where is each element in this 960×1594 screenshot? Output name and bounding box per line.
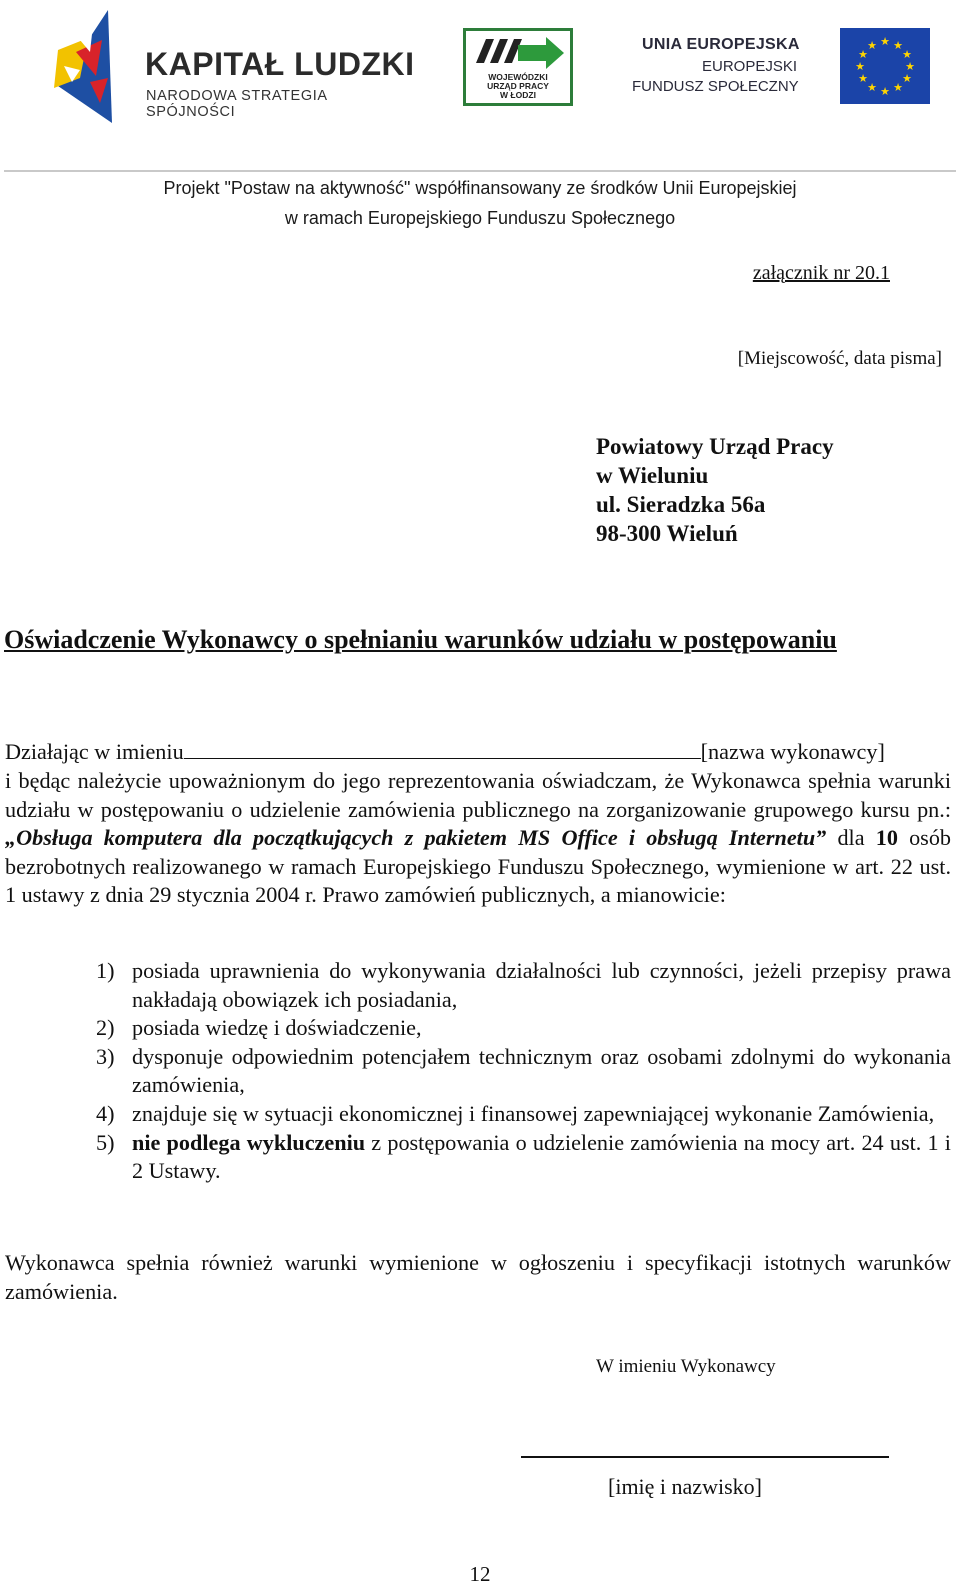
eu-logo-line3: FUNDUSZ SPOŁECZNY: [632, 78, 799, 95]
list-item-text: znajduje się w sytuacji ekonomicznej i finansowej zapewniającej wykonanie Zamówienia,: [132, 1100, 935, 1126]
eu-flag-icon: [840, 28, 930, 104]
list-item-text: posiada wiedzę i doświadczenie,: [132, 1015, 422, 1041]
addressee-line2: w Wieluniu: [596, 463, 709, 488]
eu-logo-line2: EUROPEJSKI: [702, 58, 798, 75]
conditions-list: [96, 957, 951, 1186]
svg-text:★: ★: [880, 85, 890, 98]
acting-label: Działając w imieniu: [5, 739, 184, 764]
course-name: „Obsługa komputera dla początkujących z pakietem MS Office i obsługą Internetu”: [5, 825, 827, 851]
list-item-bold: nie podlega wykluczeniu: [132, 1129, 366, 1155]
attachment-label: załącznik nr 20.1: [752, 262, 890, 284]
list-item: [96, 1043, 951, 1100]
signature-name-placeholder: [imię i nazwisko]: [608, 1474, 762, 1499]
statement-text-2: dla: [826, 825, 876, 851]
persons-count: 10: [875, 825, 898, 851]
list-item-number: 1): [96, 958, 115, 983]
project-line-2: w ramach Europejskiego Funduszu Społecznego: [284, 208, 676, 228]
svg-text:★: ★: [858, 48, 868, 61]
svg-text:★: ★: [893, 81, 903, 94]
svg-text:★: ★: [893, 39, 903, 52]
kapital-ludzki-title: KAPITAŁ LUDZKI: [145, 46, 415, 82]
list-item-text: z postępowania o udzielenie zamówienia na mocy art. 24 ust. 1 i 2 Ustawy.: [132, 1129, 951, 1184]
svg-text:★: ★: [858, 72, 868, 85]
list-item: [96, 1014, 951, 1043]
list-item-text: dysponuje odpowiednim potencjałem technicznym oraz osobami zdolnymi do wykonania zamówienia,: [132, 1043, 951, 1098]
wup-caption-line2: URZĄD PRACY: [487, 81, 549, 91]
svg-text:★: ★: [867, 81, 877, 94]
svg-text:★: ★: [905, 60, 915, 73]
wup-lodz-caption: [468, 73, 568, 100]
statement-paragraph: [5, 767, 951, 910]
svg-text:★: ★: [902, 72, 912, 85]
acting-line: [5, 738, 951, 767]
list-item-number: 5): [96, 1129, 115, 1155]
closing-paragraph: Wykonawca spełnia również warunki wymienione w ogłoszeniu i specyfikacji istotnych warunków zamówienia.: [5, 1250, 951, 1304]
list-item: [96, 1129, 951, 1186]
eu-logo-line1: UNIA EUROPEJSKA: [642, 36, 800, 53]
addressee-block: [596, 432, 834, 548]
kapital-ludzki-emblem-icon: [50, 8, 145, 130]
svg-text:★: ★: [855, 60, 865, 73]
list-item: [96, 957, 951, 1014]
wup-arrow-icon: [466, 33, 570, 73]
page-number: 12: [469, 1562, 491, 1586]
addressee-line4: 98-300 Wieluń: [596, 521, 738, 546]
wup-caption-line3: W ŁODZI: [500, 90, 536, 100]
statement-text-1: i będąc należycie upoważnionym do jego reprezentowania oświadczam, że Wykonawca spełnia warunki udziału w postępowaniu o udzielenie zamówienia publicznego na zorganizowanie grupowego kursu pn.:: [5, 768, 951, 822]
project-line-1: Projekt "Postaw na aktywność" współfinansowany ze środków Unii Europejskiej: [163, 178, 797, 198]
list-item-number: 4): [96, 1100, 115, 1126]
kapital-ludzki-logo: [50, 8, 420, 130]
addressee-line1: Powiatowy Urząd Pracy: [596, 434, 834, 459]
kapital-ludzki-subtitle: NARODOWA STRATEGIA SPÓJNOŚCI: [146, 88, 327, 120]
list-item-number: 2): [96, 1015, 115, 1041]
signature-label: W imieniu Wykonawcy: [596, 1356, 776, 1377]
signature-line: [521, 1456, 889, 1458]
statement-text-3: osób bezrobotnych realizowanego w ramach Europejskiego Funduszu Społecznego, wymienione w art. 22 ust. 1 ustawy z dnia 29 stycznia 2004 r. Prawo zamówień publicznych, a mianowicie:: [5, 825, 952, 908]
list-item: [96, 1100, 951, 1129]
contractor-name-blank: [184, 738, 701, 759]
svg-text:★: ★: [880, 35, 890, 48]
place-date-placeholder: [Miejscowość, data pisma]: [737, 348, 942, 369]
contractor-placeholder: [nazwa wykonawcy]: [700, 739, 885, 764]
svg-text:★: ★: [902, 48, 912, 61]
wup-caption-line1: WOJEWÓDZKI: [488, 72, 548, 82]
list-item-number: 3): [96, 1043, 115, 1069]
list-item-text: posiada uprawnienia do wykonywania działalności lub czynności, jeżeli przepisy prawa nakładają obowiązek ich posiadania,: [132, 958, 951, 1012]
wup-lodz-logo: [463, 28, 573, 106]
svg-text:★: ★: [867, 39, 877, 52]
eu-logo: [632, 26, 932, 106]
header-divider: [4, 170, 956, 172]
addressee-line3: ul. Sieradzka 56a: [596, 492, 766, 517]
document-title: Oświadczenie Wykonawcy o spełnianiu warunków udziału w postępowaniu: [4, 625, 837, 654]
